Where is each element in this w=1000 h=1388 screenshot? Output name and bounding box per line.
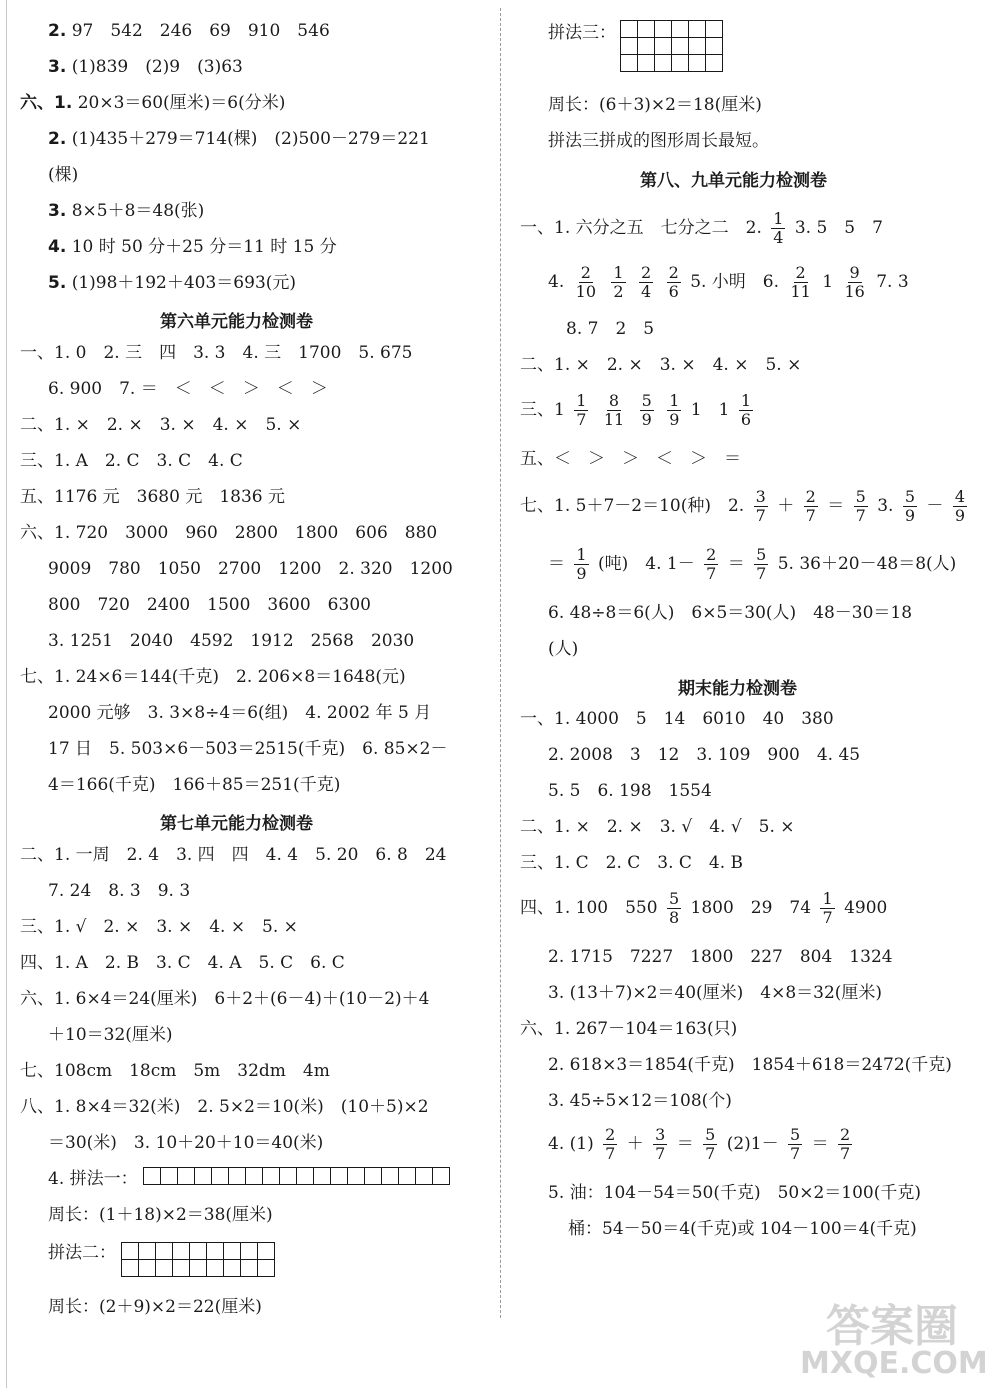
- fraction: $\frac{2}{6}$: [668, 263, 679, 301]
- answer-line: 3. 8×5＋8＝48(张): [48, 201, 205, 221]
- fraction: $\frac{2}{11}$: [790, 263, 811, 301]
- fraction: $\frac{1}{4}$: [773, 209, 784, 247]
- answer-line: 拼法三拼成的图形周长最短。: [548, 131, 769, 151]
- answer-line: 三、1. C 2. C 3. C 4. B: [520, 853, 744, 873]
- answer-line: 一、1. 4000 5 14 6010 40 380: [520, 709, 834, 729]
- fraction: $\frac{1}{6}$: [740, 391, 752, 429]
- fraction: $\frac{3}{7}$: [755, 487, 766, 525]
- answer-line: 六、1. 267－104＝163(只): [520, 1019, 738, 1039]
- section-title: 第八、九单元能力检测卷: [640, 171, 827, 191]
- answer-line: 七、1. 5＋7－2＝10(种) 2. $\frac{3}{7}$ ＋ $\frac{2}{7}$ ＝ $\frac{5}{7}$ 3. $\frac{5}{9}$ － $\frac{4}{9}$: [520, 487, 966, 525]
- answer-line: 8. 7 2 5: [566, 319, 655, 339]
- answer-line: 一、1. 六分之五 七分之二 2. $\frac{1}{4}$ 3. 5 5 7: [520, 209, 883, 247]
- answer-line: 17 日 5. 503×6－503＝2515(千克) 6. 85×2－: [48, 739, 448, 759]
- answer-line: 周长：(2＋9)×2＝22(厘米): [48, 1297, 262, 1317]
- answer-line: ＝ $\frac{1}{9}$ (吨) 4. 1－ $\frac{2}{7}$ ＝ $\frac{5}{7}$ 5. 36＋20－48＝8(人): [548, 545, 957, 583]
- fraction: $\frac{2}{7}$: [605, 1125, 616, 1163]
- answer-line: 七、108cm 18cm 5m 32dm 4m: [20, 1061, 330, 1081]
- fraction: $\frac{1}{7}$: [576, 391, 587, 429]
- answer-line: 3. (13＋7)×2＝40(厘米) 4×8＝32(厘米): [548, 983, 883, 1003]
- watermark-url: MXQE.COM: [800, 1346, 988, 1381]
- fraction: $\frac{5}{7}$: [855, 487, 866, 525]
- answer-line: 4. 10 时 50 分＋25 分＝11 时 15 分: [48, 237, 337, 257]
- answer-line: 7. 24 8. 3 9. 3: [48, 881, 191, 901]
- fraction: $\frac{5}{7}$: [705, 1125, 716, 1163]
- answer-line: 拼法三：: [548, 23, 616, 43]
- answer-line: 6. 48÷8＝6(人) 6×5＝30(人) 48－30＝18: [548, 603, 913, 623]
- answer-line: 四、1. 100 550 $\frac{5}{8}$ 1800 29 74 $\frac{1}{7}$ 4900: [520, 889, 888, 927]
- watermark-logo: 答案圈: [826, 1301, 958, 1352]
- answer-line: 三、1. √ 2. × 3. × 4. × 5. ×: [20, 917, 298, 937]
- answer-line: ＋10＝32(厘米): [48, 1025, 173, 1045]
- fraction: $\frac{1}{9}$: [576, 545, 587, 583]
- answer-line: 拼法二：: [48, 1243, 116, 1263]
- column-divider: [500, 8, 501, 1318]
- answer-line: 5. 油：104－54＝50(千克) 50×2＝100(千克): [548, 1183, 922, 1203]
- fraction: $\frac{8}{11}$: [603, 391, 625, 429]
- answer-line: 二、1. 一周 2. 4 3. 四 四 4. 4 5. 20 6. 8 24: [20, 845, 447, 865]
- fraction: $\frac{5}{9}$: [904, 487, 916, 525]
- fraction: $\frac{5}{9}$: [641, 391, 652, 429]
- page-edge-rule: [6, 0, 7, 1388]
- answer-line: 4. 拼法一：: [48, 1169, 138, 1189]
- fraction: $\frac{2}{10}$: [575, 263, 596, 301]
- answer-line: 2. 618×3＝1854(千克) 1854＋618＝2472(千克): [548, 1055, 952, 1075]
- answer-line: 800 720 2400 1500 3600 6300: [48, 595, 371, 615]
- fraction: $\frac{5}{8}$: [668, 889, 680, 927]
- answer-line: (人): [548, 639, 579, 659]
- answer-line: 桶：54－50＝4(千克)或 104－100＝4(千克): [568, 1219, 917, 1239]
- answer-line: (棵): [48, 165, 79, 185]
- answer-line: 2. 2008 3 12 3. 109 900 4. 45: [548, 745, 861, 765]
- answer-line: 2. (1)435＋279＝714(棵) (2)500－279＝221: [48, 129, 430, 149]
- answer-line: 周长：(6＋3)×2＝18(厘米): [548, 95, 762, 115]
- answer-line: ＝30(米) 3. 10＋20＋10＝40(米): [48, 1133, 324, 1153]
- fraction: $\frac{2}{7}$: [805, 487, 816, 525]
- answer-line: 三、1 $\frac{1}{7}$ $\frac{8}{11}$ $\frac{5}{9}$ $\frac{1}{9}$ 1 1 $\frac{1}{6}$: [520, 391, 752, 429]
- answer-line: 七、1. 24×6＝144(千克) 2. 206×8＝1648(元): [20, 667, 406, 687]
- fraction: $\frac{4}{9}$: [954, 487, 966, 525]
- answer-line: 4. $\frac{2}{10}$ $\frac{1}{2}$ $\frac{2}{4}$ $\frac{2}{6}$ 5. 小明 6. $\frac{2}{11}$ 1 $\frac{9}{16}$ 7. 3: [548, 263, 909, 301]
- fraction: $\frac{5}{7}$: [790, 1125, 801, 1163]
- section-title: 第七单元能力检测卷: [160, 814, 313, 834]
- answer-line: 5. (1)98＋192＋403＝693(元): [48, 273, 297, 293]
- fraction: $\frac{5}{7}$: [756, 545, 767, 583]
- answer-line: 3. 45÷5×12＝108(个): [548, 1091, 732, 1111]
- fraction: $\frac{1}{9}$: [669, 391, 680, 429]
- answer-line: 二、1. × 2. × 3. √ 4. √ 5. ×: [520, 817, 795, 837]
- fraction: $\frac{1}{2}$: [613, 263, 624, 301]
- answer-line: 周长：(1＋18)×2＝38(厘米): [48, 1205, 273, 1225]
- answer-line: 4＝166(千克) 166＋85＝251(千克): [48, 775, 341, 795]
- fraction: $\frac{2}{7}$: [706, 545, 717, 583]
- answer-line: 五、＜ ＞ ＞ ＜ ＞ ＝: [520, 449, 741, 469]
- answer-line: 4. (1) $\frac{2}{7}$ ＋ $\frac{3}{7}$ ＝ $\frac{5}{7}$ (2)1－ $\frac{5}{7}$ ＝ $\frac{2}{7}$: [548, 1125, 851, 1163]
- tile-grid-arrangement-3: [620, 20, 723, 72]
- answer-line: 2000 元够 3. 3×8÷4＝6(组) 4. 2002 年 5 月: [48, 703, 432, 723]
- answer-line: 2. 97 542 246 69 910 546: [48, 21, 330, 41]
- answer-line: 3. (1)839 (2)9 (3)63: [48, 57, 243, 77]
- fraction: $\frac{3}{7}$: [655, 1125, 666, 1163]
- answer-line: 三、1. A 2. C 3. C 4. C: [20, 451, 243, 471]
- section-title: 第六单元能力检测卷: [160, 312, 313, 332]
- fraction: $\frac{1}{7}$: [822, 889, 833, 927]
- answer-line: 6. 900 7. ＝ ＜ ＜ ＞ ＜ ＞: [48, 379, 328, 399]
- answer-line: 一、1. 0 2. 三 四 3. 3 4. 三 1700 5. 675: [20, 343, 413, 363]
- answer-line: 二、1. × 2. × 3. × 4. × 5. ×: [20, 415, 302, 435]
- answer-line: 四、1. A 2. B 3. C 4. A 5. C 6. C: [20, 953, 345, 973]
- answer-line: 八、1. 8×4＝32(米) 2. 5×2＝10(米) (10＋5)×2: [20, 1097, 429, 1117]
- answer-line: 六、1. 20×3＝60(厘米)＝6(分米): [20, 93, 286, 113]
- answer-line: 二、1. × 2. × 3. × 4. × 5. ×: [520, 355, 802, 375]
- answer-line: 六、1. 720 3000 960 2800 1800 606 880: [20, 523, 438, 543]
- fraction: $\frac{9}{16}$: [844, 263, 865, 301]
- section-title: 期末能力检测卷: [678, 679, 797, 699]
- answer-line: 9009 780 1050 2700 1200 2. 320 1200: [48, 559, 453, 579]
- fraction: $\frac{2}{4}$: [641, 263, 652, 301]
- answer-line: 六、1. 6×4＝24(厘米) 6＋2＋(6－4)＋(10－2)＋4: [20, 989, 430, 1009]
- tile-grid-arrangement-1: [143, 1167, 450, 1185]
- answer-line: 5. 5 6. 198 1554: [548, 781, 712, 801]
- answer-line: 2. 1715 7227 1800 227 804 1324: [548, 947, 893, 967]
- answer-line: 五、1176 元 3680 元 1836 元: [20, 487, 286, 507]
- answer-line: 3. 1251 2040 4592 1912 2568 2030: [48, 631, 415, 651]
- tile-grid-arrangement-2: [121, 1242, 275, 1277]
- fraction: $\frac{2}{7}$: [840, 1125, 851, 1163]
